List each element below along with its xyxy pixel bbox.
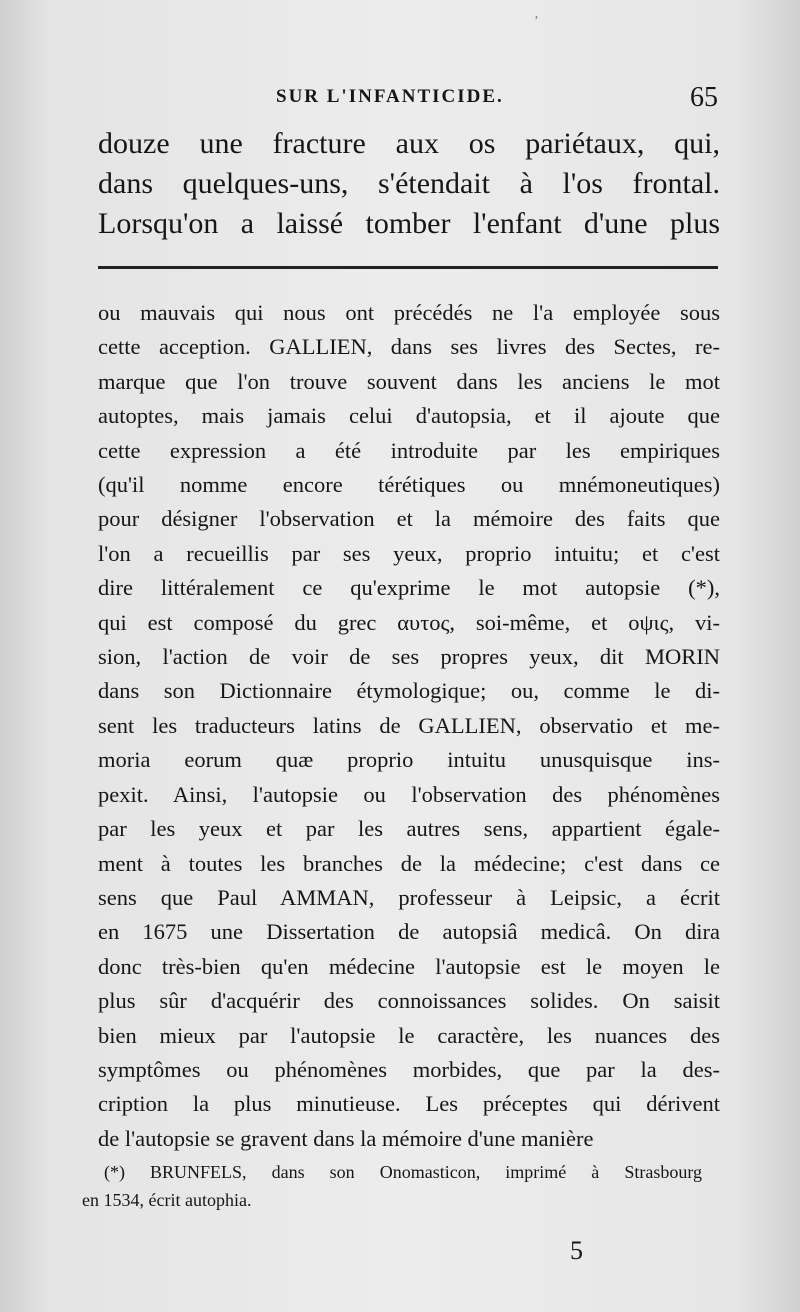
text-line: pexit. Ainsi, l'autopsie ou l'observation des phénomènes <box>98 781 720 807</box>
print-speck: ʼ <box>534 14 539 29</box>
text-line: ment à toutes les branches de la médecine; c'est dans ce <box>98 850 720 876</box>
body-paragraph <box>98 296 720 1156</box>
page-number: 65 <box>690 82 718 113</box>
text-line: de l'autopsie se gravent dans la mémoire d'une manière <box>98 1125 594 1151</box>
footnote <box>82 1158 702 1214</box>
text-line: qui est composé du grec αυτος, soi-même, et οψις, vi- <box>98 609 720 635</box>
text-line: symptômes ou phénomènes morbides, que par la des- <box>98 1056 720 1082</box>
text-line: pour désigner l'observation et la mémoire des faits que <box>98 506 720 532</box>
text-line: autoptes, mais jamais celui d'autopsia, et il ajoute que <box>98 403 720 429</box>
text-line: dire littéralement ce qu'exprime le mot autopsie (*), <box>98 575 720 601</box>
text-line: bien mieux par l'autopsie le caractère, les nuances des <box>98 1022 720 1048</box>
running-title: SUR L'INFANTICIDE. <box>276 86 504 107</box>
text-line: cette acception. GALLIEN, dans ses livres des Sectes, re- <box>98 334 720 360</box>
text-line: en 1675 une Dissertation de autopsiâ medicâ. On dira <box>98 919 720 945</box>
text-line: marque que l'on trouve souvent dans les anciens le mot <box>98 368 720 394</box>
footnote-line: en 1534, écrit autophia. <box>82 1190 252 1210</box>
footnote-line: (*) BRUNFELS, dans son Onomasticon, imprimé à Strasbourg <box>104 1162 702 1182</box>
text-line: cription la plus minutieuse. Les préceptes qui dérivent <box>98 1091 720 1117</box>
text-line: dans son Dictionnaire étymologique; ou, comme le di- <box>98 678 720 704</box>
signature-mark: 5 <box>570 1236 583 1265</box>
text-line: moria eorum quæ proprio intuitu unusquisque ins- <box>98 747 720 773</box>
text-line: cette expression a été introduite par les empiriques <box>98 437 720 463</box>
top-line: Lorsqu'on a laissé tomber l'enfant d'une plus <box>98 207 720 240</box>
text-line: (qu'il nomme encore térétiques ou mnémoneutiques) <box>98 472 720 498</box>
text-line: par les yeux et par les autres sens, appartient égale- <box>98 816 720 842</box>
top-paragraph <box>98 124 720 244</box>
text-line: sens que Paul AMMAN, professeur à Leipsic, a écrit <box>98 884 720 910</box>
text-line: sent les traducteurs latins de GALLIEN, observatio et me- <box>98 712 720 738</box>
text-line: l'on a recueillis par ses yeux, proprio intuitu; et c'est <box>98 540 720 566</box>
separator-rule <box>98 266 718 269</box>
text-line: sion, l'action de voir de ses propres yeux, dit MORIN <box>98 644 720 670</box>
text-line: donc très-bien qu'en médecine l'autopsie est le moyen le <box>98 953 720 979</box>
text-line: ou mauvais qui nous ont précédés ne l'a employée sous <box>98 300 720 325</box>
top-line: dans quelques-uns, s'étendait à l'os frontal. <box>98 167 720 200</box>
text-line: plus sûr d'acquérir des connoissances solides. On saisit <box>98 988 720 1014</box>
top-line: douze une fracture aux os pariétaux, qui, <box>98 127 720 160</box>
